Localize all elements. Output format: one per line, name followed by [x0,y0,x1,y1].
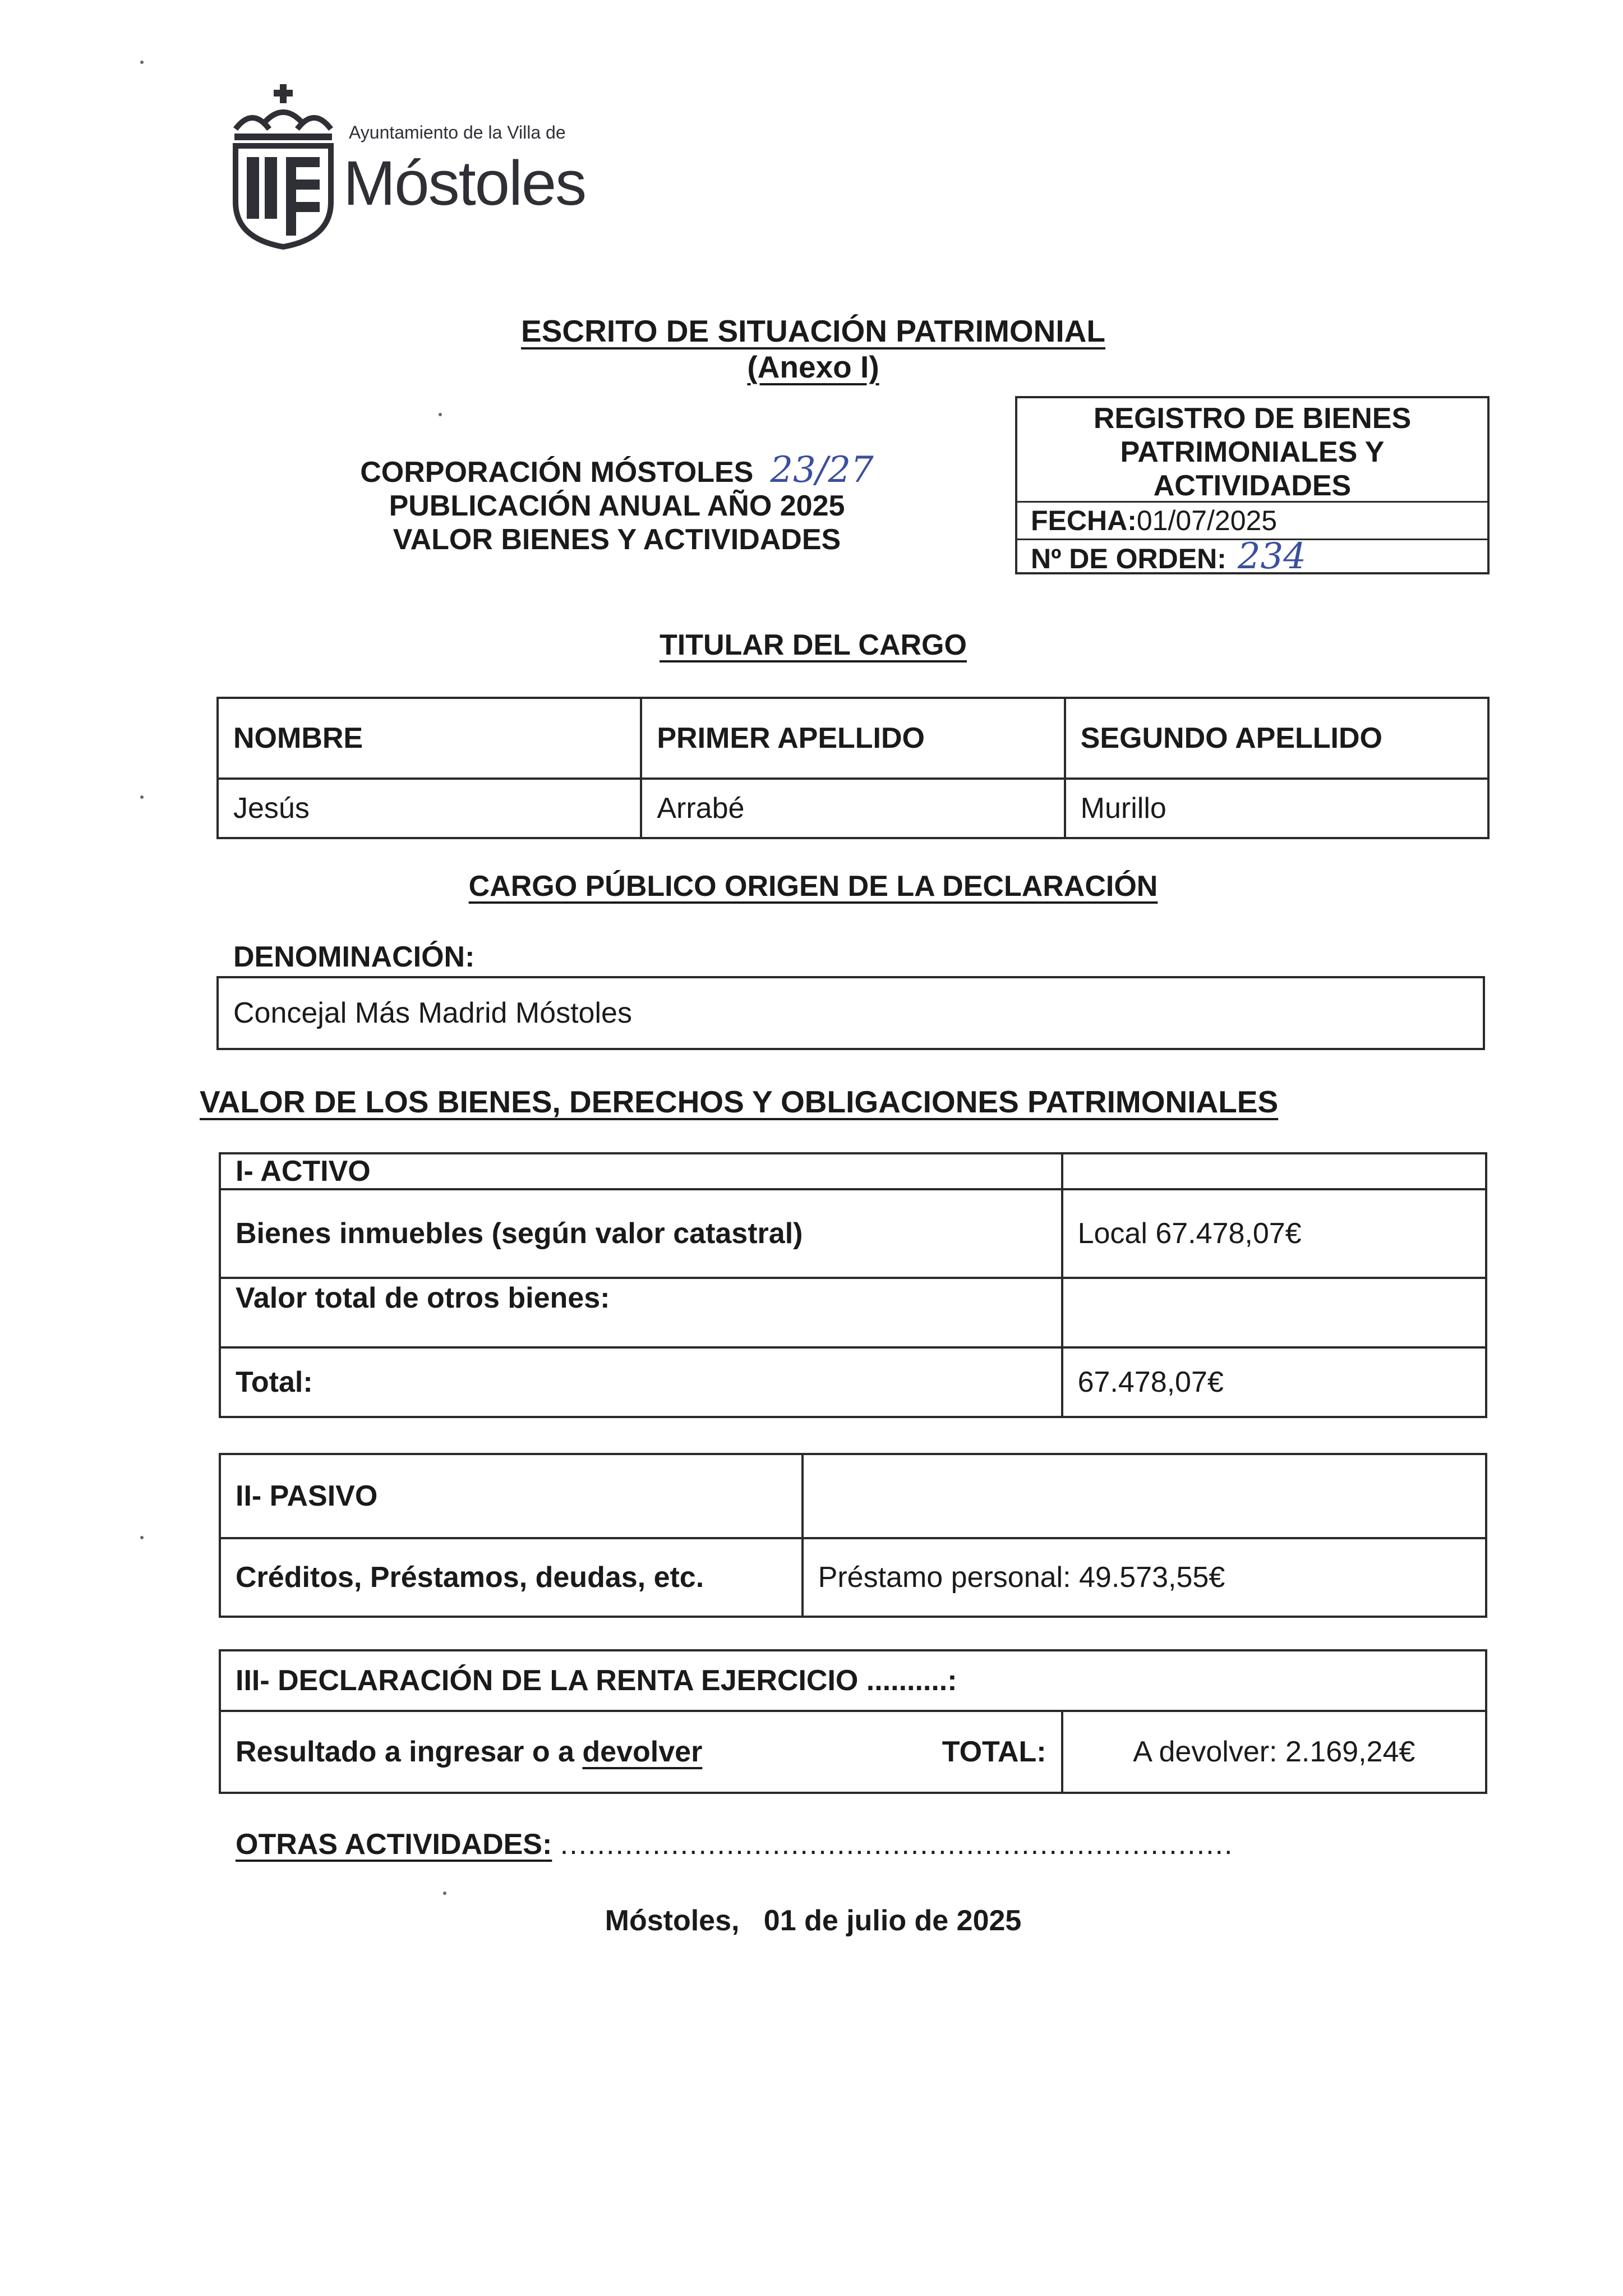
activo-total-value: 67.478,07€ [1062,1347,1486,1417]
activo-row-label: Bienes inmuebles (según valor catastral) [220,1189,1062,1278]
holder-section-title: TITULAR DEL CARGO [660,629,967,661]
holder-table [216,697,1490,839]
position-label: DENOMINACIÓN: [233,941,475,973]
holder-header-second-surname: SEGUNDO APELLIDO [1065,698,1488,779]
handwritten-number: 23/27 [770,449,874,491]
other-activities-label: OTRAS ACTIVIDADES: [236,1828,552,1861]
holder-name: Jesús [218,779,641,838]
registry-order [1017,536,1487,577]
corporation-block [336,449,897,556]
scan-speck [439,413,442,416]
scan-speck [140,1536,144,1539]
holder-header-name: NOMBRE [218,698,641,779]
activo-row-value [1062,1278,1486,1347]
position-section-title: CARGO PÚBLICO ORIGEN DE LA DECLARACIÓN [468,870,1158,903]
registry-date [1017,503,1487,540]
holder-second-surname: Murillo [1065,779,1488,838]
registry-order-handwritten: 234 [1237,536,1306,577]
registry-box [1015,396,1490,577]
registry-date-label: FECHA: [1031,505,1137,536]
scan-speck [140,61,144,64]
pasivo-table [219,1453,1487,1618]
renta-total-label: TOTAL: [942,1736,1046,1768]
registry-date-value: 01/07/2025 [1136,505,1278,536]
registry-heading-line: ACTIVIDADES [1153,470,1352,502]
pasivo-heading: II- PASIVO [220,1454,803,1538]
renta-result-emphasis: devolver [582,1736,703,1768]
position-value: Concejal Más Madrid Móstoles [216,976,1485,1050]
pasivo-row-value: Préstamo personal: 49.573,55€ [803,1538,1486,1617]
registry-heading-line: REGISTRO DE BIENES [1093,402,1412,435]
registry-heading-line: PATRIMONIALES Y [1120,436,1385,468]
place-and-date: Móstoles, 01 de julio de 2025 [605,1904,1022,1937]
renta-table [219,1649,1487,1794]
holder-header-first-surname: PRIMER APELLIDO [641,698,1064,779]
logo-subtitle: Ayuntamiento de la Villa de [349,122,566,142]
renta-result-label: Resultado a ingresar o a [236,1736,583,1768]
publication-scope: VALOR BIENES Y ACTIVIDADES [393,523,841,556]
renta-total-value: A devolver: 2.169,24€ [1062,1711,1486,1793]
publication-year: PUBLICACIÓN ANUAL AÑO 2025 [389,490,845,522]
other-activities-dots: ......................................................................... [560,1828,1234,1861]
scan-speck [140,795,144,799]
corporation-name: CORPORACIÓN MÓSTOLES [360,456,754,489]
document-subtitle: (Anexo I) [747,349,879,384]
assets-section-title: VALOR DE LOS BIENES, DERECHOS Y OBLIGACIONES PATRIMONIALES [200,1084,1279,1119]
activo-heading: I- ACTIVO [220,1153,1062,1189]
registry-heading [1017,398,1487,503]
holder-first-surname: Arrabé [641,779,1064,838]
logo-name: Móstoles [343,148,586,218]
pasivo-row-label: Créditos, Préstamos, deudas, etc. [220,1538,803,1617]
pasivo-heading-empty [803,1454,1486,1538]
scan-speck [443,1892,446,1895]
activo-row-label: Valor total de otros bienes: [220,1278,1062,1347]
registry-order-label: Nº DE ORDEN: [1031,543,1227,574]
activo-total-label: Total: [220,1347,1062,1417]
other-activities [236,1828,1233,1861]
document-title: ESCRITO DE SITUACIÓN PATRIMONIAL [521,314,1105,348]
renta-result-cell [220,1711,1062,1793]
renta-heading: III- DECLARACIÓN DE LA RENTA EJERCICIO ..........: [220,1650,1486,1711]
activo-row-value: Local 67.478,07€ [1062,1189,1486,1278]
activo-heading-empty [1062,1153,1486,1189]
activo-table [219,1152,1487,1418]
